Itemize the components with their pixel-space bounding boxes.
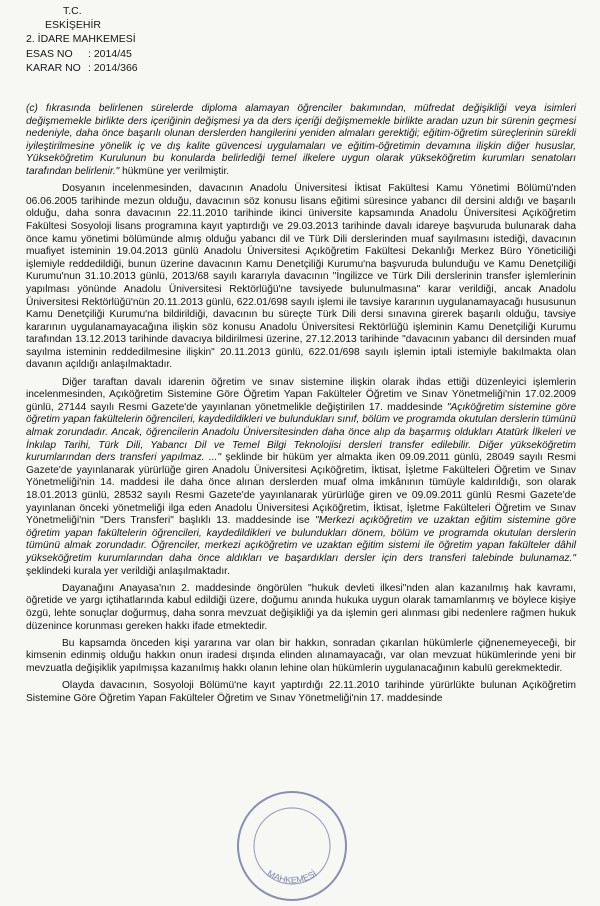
court-name: 2. İDARE MAHKEMESİ (26, 33, 136, 46)
paragraph-3-part-e: şeklindeki kurala yer verildiği anlaşılmaktadır. (26, 565, 230, 577)
document-header (26, 4, 138, 75)
document-body (26, 103, 576, 710)
court-seal-stamp (232, 786, 352, 906)
paragraph-1-end: hükmüne yer verilmiştir. (119, 165, 230, 177)
paragraph-2: Dosyanın incelenmesinden, davacının Anadolu Üniversitesi İktisat Fakültesi Kamu Yönetimi Bölümü'nden 06.06.2005 tarihinde mezun olduğu, davacının söz konusu lisans eğitimi süresince yabancı dil dersini aldığı ve başarılı olduğu, daha sonra davacının 22.11.2010 tarihinde ikinci üniversite kapsamında Anadolu Üniversitesi Açıköğretim Fakültesi Sosyoloji lisans programına kayıt yaptırdığı ve 29.03.2013 tarihinde davalı idareye başvuruda bulunarak daha önce kamu yönetimi bölümünde almış olduğu yabancı dil ve Türk Dili derslerinden muaf sayılmasını istediği, davacının muafiyet isteminin 19.04.2013 günlü Anadolu Üniversitesi Açıköğretim Fakültesi Dekanlığı Merkez Büro Yöneticiliği işlemiyle reddedildiği, bunun üzerine davacının Kamu Denetçiliği Kurumu'na başvuruda bulunduğu ve Kamu Denetçiliği Kurumu'nun 31.10.2013 günlü, 2013/68 sayılı kararıyla davacının "İngilizce ve Türk Dili derslerinin transfer işlemlerinin yapılması yönünde Anadolu Üniversitesi Rektörlüğü'ne tavsiyede bulunulmasına" karar verildiği, ancak Anadolu Üniversitesi Rektörlüğü'nün 20.11.2013 günlü, 622.01/698 sayılı işlemi ile tavsiye kararının uygulanamayacağı hususunun Kamu Denetçiliği Kurumu'na bildirildiği, davacının bu süreçte Türk Dili dersi sınavına girerek başarılı olduğu, tavsiye kararının uygulanamayacağına ilişkin söz konusu Anadolu Üniversitesi Rektörlüğü işleminin Kamu Denetçiliği Kurumu tarafından 13.12.2013 tarihinde davacıya bildirilmesi üzerine, 27.12.2013 tarihinde "davacının yabancı dil dersinden muaf sayılma isteminin reddedilmesine ilişkin" 20.11.2013 günlü, 622.01/698 sayılı işlemin iptali istemiyle bakılmakta olan davanın açıldığı anlaşılmaktadır. (26, 183, 576, 371)
quoted-rule-1: "Açıköğretim sistemine göre öğretim yapan fakültelerin öğrencileri, kaydedildikleri ve bulundukları sınıf, bölüm ve programda okutulan derslerin tümünü almak zorundadır. Ancak, öğrencilerin Anadolu Üniversitesinden daha önce alıp da başarmış oldukları Atatürk İlkeleri ve İnkılap Tarihi, Türk Dili, Yabancı Dil ve Temel Bilgi Teknolojisi dersleri transfer edilebilir. Diğer yükseköğretim kurumlarından ders transferi yapılmaz. ..." (26, 401, 577, 464)
paragraph-1 (26, 103, 576, 179)
esas-row (26, 47, 138, 61)
quoted-rule-2: "Merkezi açıköğretim ve uzaktan eğitim sistemine göre öğretim yapan fakültelerin öğrencileri, kaydedildikleri ve bulundukları dönem, bölüm ve programda okutulan derslerin tümünü almak zorundadır. Öğrenciler, merkezi açıköğretim ve uzaktan eğitim sistemi ile öğretim yapan fakülteler dâhil yükseköğretim kurumlarından daha önce aldıkları ve başardıkları dersler için ders transferi talebinde bulunamaz." (26, 515, 576, 564)
esas-label: ESAS NO (26, 47, 73, 60)
paragraph-3-part-a: Diğer taraftan davalı idarenin öğretim ve sınav sistemine ilişkin olarak ihdas ettiği düzenleyici işlemlerin incelenmesinden, Açıköğretim Sistemine Göre Öğretim Yapan Fakülteler Öğretim ve Sınav Yönetmeliği'nin 17.02.2009 günlü, 27144 sayılı Resmi Gazete'de yayınlanan yönetmelikle değiştirilen 17. maddesinde (26, 376, 576, 413)
karar-value: : 2014/366 (88, 61, 138, 74)
esas-value: : 2014/45 (88, 47, 132, 60)
karar-row (26, 61, 138, 75)
paragraph-6: Olayda davacının, Sosyoloji Bölümü'ne kayıt yaptırdığı 22.11.2010 tarihinde yürürlükte bulunan Açıköğretim Sistemine Göre Öğretim Yapan Fakülteler Öğretim ve Sınav Yönetmeliği'nin 17. maddesinde (26, 680, 576, 704)
paragraph-3 (26, 377, 576, 579)
paragraph-5: Bu kapsamda önceden kişi yararına var olan bir hakkın, sonradan çıkarılan hükümlerle çiğnenemeyeceği, bir kimsenin edinmiş olduğu hakkın onun iradesi dışında elinden alınamayacağı, var olan mevzuat hükümlerinde yeni bir mevzuatla değişiklik yapılmışsa kazanılmış hakkı olanın lehine olan hükümlerin uygulanacağının kabulü gerekmektedir. (26, 637, 576, 674)
paragraph-4: Dayanağını Anayasa'nın 2. maddesinde öngörülen "hukuk devleti ilkesi"nden alan kazanılmış hak kavramı, öğretide ve yargı içtihatlarında kabul edildiği üzere, doğumu anında hukuka uygun olarak tamamlanmış ve böylece kişiye özgü, lehte sonuçlar doğurmuş, daha sonra mevzuat değişikliği ya da işlemin geri alınması gibi nedenlere rağmen hukuk düzenince korunması gereken hakkı ifade etmektedir. (26, 582, 576, 632)
paragraph-3-part-c: şeklinde bir hüküm yer almakta iken 09.09.2011 günlü, 28049 sayılı Resmi Gazete'de yayınlanarak yürürlüğe giren Anadolu Üniversitesi Açıköğretim, İktisat, İşletme Fakülteleri Öğretim ve Sınav Yönetmeliği'nin 14. maddesi ile daha önce alınan derslerden muaf olma imkânının tümüyle kaldırıldığı, son olarak 18.01.2013 günlü, 28532 sayılı Resmi Gazete'de yayınlanarak yürürlüğe giren ve 09.09.2011 günlü Resmi Gazete'de yayınlanan önceki yönetmeliği ilga eden Anadolu Üniversitesi Açıköğretim, İktisat, İşletme Fakülteleri Öğretim ve Sınav Yönetmeliği'nin "Ders Transferi" başlıklı 13. maddesinde ise (26, 452, 577, 527)
seal-text: MAHKEMESİ (265, 868, 319, 886)
karar-label: KARAR NO (26, 61, 81, 74)
tc-label: T.C. (63, 5, 82, 17)
quoted-provision: (c) fıkrasında belirlenen sürelerde diploma alamayan öğrenciler bakımından, müfredat değişikliği veya isimleri değişmemekle birlikte ders içeriğinin değişmesi ya da ders içeriği değişmemekle birlikte aradan uzun bir sürenin geçmesi nedeniyle, daha önce başarılı olunan derslerden hangilerini yeniden almaları gerektiği; eğitim-öğretim süreçlerinin sürekli iyileştirilmesine yönelik iç ve dış kalite güvencesi uygulamaları ve eğitim-öğretimin devamına ilişkin diğer hususlar, Yükseköğretim Kurulunun bu konularda belirlediği temel ilkelere uygun olarak yükseköğretim kurumları senatoları tarafından belirlenir." (26, 103, 576, 177)
city-label: ESKİŞEHİR (45, 19, 102, 32)
